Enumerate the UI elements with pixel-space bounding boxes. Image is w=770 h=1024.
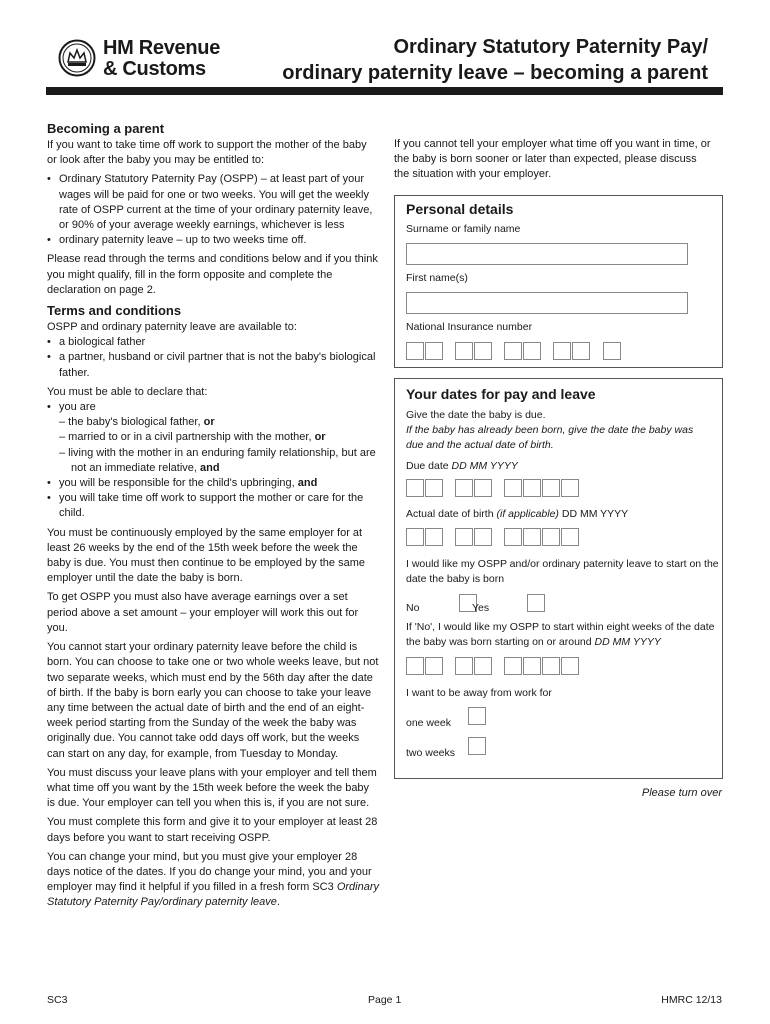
crest-logo-icon [58, 39, 96, 77]
due-year-box-1[interactable] [504, 479, 522, 497]
list-item: • you are [47, 400, 379, 415]
actual-year-box-2[interactable] [523, 528, 541, 546]
personal-details-heading: Personal details [406, 201, 514, 217]
actual-date-format: DD MM YYYY [561, 508, 629, 520]
start-year-box-3[interactable] [542, 657, 560, 675]
due-year-box-4[interactable] [561, 479, 579, 497]
firstname-label: First name(s) [406, 272, 468, 284]
nino-box-6[interactable] [523, 342, 541, 360]
title-line2: ordinary paternity leave – becoming a parent [282, 62, 708, 84]
list-item [47, 476, 379, 491]
one-week-label: one week [406, 717, 451, 729]
dash-conjunction: and [200, 461, 220, 474]
due-month-box-2[interactable] [474, 479, 492, 497]
brand-name-line1: HM Revenue [103, 37, 221, 59]
if-no-text [406, 620, 716, 650]
actual-month-box-1[interactable] [455, 528, 473, 546]
yes-label: Yes [472, 602, 490, 614]
list-item: • ordinary paternity leave – up to two weeks time off. [47, 233, 379, 248]
earnings-paragraph: To get OSPP you must also have average earnings over a set period above a set amount – your employer will work this out for you. [47, 591, 359, 634]
nino-box-1[interactable] [406, 342, 424, 360]
start-year-box-2[interactable] [523, 657, 541, 675]
complete-form-paragraph: You must complete this form and give it to your employer at least 28 days before you want to start receiving OSPP. [47, 816, 378, 844]
actual-year-box-4[interactable] [561, 528, 579, 546]
surname-label: Surname or family name [406, 223, 521, 235]
start-year-box-1[interactable] [504, 657, 522, 675]
personal-details-panel [394, 195, 723, 368]
page-title [248, 34, 708, 86]
change-mind-text: You can change your mind, but you must give your employer 28 days notice of the dates. If you do change your mind, you and your employer may find it helpful if you filled in a fresh form SC3 [47, 850, 372, 894]
title-line1: Ordinary Statutory Paternity Pay/ [393, 36, 708, 58]
if-born-text: If the baby has already been born, give the date the baby was due and the actual date of birth. [406, 424, 694, 451]
declaration-list [47, 400, 379, 522]
nino-box-3[interactable] [455, 342, 473, 360]
actual-day-box-1[interactable] [406, 528, 424, 546]
bullet-conjunction: and [297, 477, 318, 490]
dates-heading: Your dates for pay and leave [406, 386, 596, 402]
start-day-box-1[interactable] [406, 657, 424, 675]
two-weeks-checkbox[interactable] [468, 737, 486, 755]
firstname-field[interactable] [406, 292, 688, 314]
available-to-paragraph: OSPP and ordinary paternity leave are available to: [47, 321, 297, 334]
start-month-box-2[interactable] [474, 657, 492, 675]
employment-paragraph: You must be continuously employed by the same employer for at least 26 weeks by the end of the 15th week before the week the baby is due. You must then continue to be employed by the same employer until the date the baby is born. [47, 526, 365, 585]
leave-start-paragraph: You cannot start your ordinary paternity leave before the child is born. You can choose to take one or two whole weeks leave, but not two separate weeks, which must end by the 56th day after the date of birth. If the baby is born early you can choose to take your leave any time between the actual date of birth and the end of an eight-week period starting from the Sunday of the week the baby was originally due. You cannot take odd days off work, but the weeks can start on any day, for example, from Tuesday to Monday. [47, 641, 379, 760]
list-item: • a partner, husband or civil partner that is not the baby's biological father. [47, 350, 379, 380]
surname-field[interactable] [406, 243, 688, 265]
actual-day-box-2[interactable] [425, 528, 443, 546]
start-question: I would like my OSPP and/or ordinary paternity leave to start on the date the baby is born [406, 558, 719, 585]
actual-date-label [406, 507, 628, 522]
list-item: • you will take time off work to support the mother or care for the child. [47, 491, 379, 521]
if-no-format: DD MM YYYY [594, 636, 661, 648]
start-year-box-4[interactable] [561, 657, 579, 675]
discuss-paragraph: You must discuss your leave plans with your employer and tell them what time off you want by the 15th week before the week the baby is due. Your employer can tell you when this is, if you are not sure. [47, 766, 377, 810]
declare-paragraph: You must be able to declare that: [47, 385, 208, 398]
due-year-box-2[interactable] [523, 479, 541, 497]
turn-over-note: Please turn over [641, 787, 722, 799]
left-column [47, 120, 379, 915]
dash-conjunction: or [203, 416, 215, 429]
actual-date-label-text: Actual date of birth [406, 508, 494, 520]
start-month-box-1[interactable] [455, 657, 473, 675]
nino-box-9[interactable] [603, 342, 621, 360]
give-date-text: Give the date the baby is due. [406, 409, 546, 421]
dash-conjunction: or [314, 431, 326, 444]
due-day-box-1[interactable] [406, 479, 424, 497]
no-label: No [406, 602, 420, 614]
list-item [47, 430, 379, 445]
due-date-format: DD MM YYYY [451, 460, 518, 472]
due-month-box-1[interactable] [455, 479, 473, 497]
brand-name-line2: & Customs [103, 58, 206, 80]
read-terms-paragraph: Please read through the terms and conditions below and if you think you might qualify, fill in the form opposite and complete the declaration on page 2. [47, 253, 378, 296]
form-title-italic: Ordinary Statutory Paternity Pay/ordinary paternity leave [47, 881, 379, 909]
away-label: I want to be away from work for [406, 687, 552, 699]
nino-box-7[interactable] [553, 342, 571, 360]
start-day-box-2[interactable] [425, 657, 443, 675]
entitlement-list [47, 172, 379, 248]
nino-box-5[interactable] [504, 342, 522, 360]
change-mind-paragraph [47, 850, 379, 911]
yes-checkbox[interactable] [527, 594, 545, 612]
actual-date-note: (if applicable) [496, 508, 559, 520]
right-intro: If you cannot tell your employer what time off you want in time, or the baby is born sooner or later than expected, please discuss the situation with your employer. [394, 138, 711, 181]
list-item [47, 446, 379, 476]
full-stop: . [276, 896, 280, 909]
actual-year-box-1[interactable] [504, 528, 522, 546]
footer-page-number: Page 1 [368, 994, 402, 1006]
heading-terms: Terms and conditions [47, 303, 182, 319]
dash-text: – married to or in a civil partnership with the mother, [59, 431, 312, 444]
eligibility-list [47, 335, 379, 381]
heading-becoming-parent: Becoming a parent [47, 121, 165, 136]
list-item [47, 415, 379, 430]
actual-year-box-3[interactable] [542, 528, 560, 546]
actual-month-box-2[interactable] [474, 528, 492, 546]
two-weeks-label: two weeks [406, 747, 456, 759]
list-item: • Ordinary Statutory Paternity Pay (OSPP) – at least part of your wages will be paid for one or two weeks. You will get the weekly rate of OSPP current at the time of your ordinary paternity leave, or 90% of your average weekly earnings, whichever is less [47, 172, 379, 233]
nino-box-8[interactable] [572, 342, 590, 360]
intro-paragraph: If you want to take time off work to support the mother of the baby or look after the baby you may be entitled to: [47, 139, 367, 167]
footer-form-id: SC3 [47, 994, 68, 1006]
header-rule [46, 87, 723, 95]
nino-box-4[interactable] [474, 342, 492, 360]
nino-box-2[interactable] [425, 342, 443, 360]
list-item: • a biological father [47, 335, 379, 350]
footer-version: HMRC 12/13 [661, 994, 722, 1006]
bullet-text: you will be responsible for the child's upbringing, [59, 477, 295, 490]
due-year-box-3[interactable] [542, 479, 560, 497]
dates-panel [394, 378, 723, 779]
nino-label: National Insurance number [406, 321, 533, 333]
due-date-label-text: Due date [406, 460, 449, 472]
dash-text: – the baby's biological father, [59, 416, 201, 429]
one-week-checkbox[interactable] [468, 707, 486, 725]
if-no-text-body: If 'No', I would like my OSPP to start within eight weeks of the date the baby was born starting on or around [406, 621, 715, 648]
due-day-box-2[interactable] [425, 479, 443, 497]
due-date-label [406, 459, 518, 474]
dash-text: – living with the mother in an enduring family relationship, but are not an immediate relative, [59, 446, 376, 474]
